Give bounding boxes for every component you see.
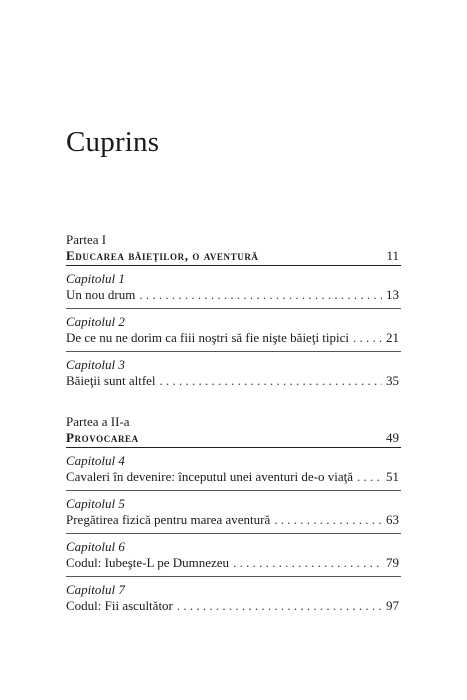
part-page-number: 11: [386, 248, 399, 263]
chapter-label: Capitolul 6: [66, 539, 125, 554]
chapter-title: Codul: Fii ascultător: [66, 598, 173, 613]
chapter-page-number: 13: [386, 287, 399, 302]
toc-entry-chapter-1[interactable]: [66, 266, 401, 309]
chapter-title: Un nou drum: [66, 287, 136, 302]
part-heading[interactable]: [66, 248, 401, 266]
chapter-title: Pregătirea fizică pentru marea aventură: [66, 512, 271, 527]
dot-leader: [177, 598, 382, 614]
toc-entry-chapter-6[interactable]: [66, 534, 401, 577]
part-page-number: 49: [386, 430, 399, 445]
toc-entry-chapter-7[interactable]: [66, 577, 401, 619]
chapter-page-number: 79: [386, 555, 399, 570]
part-title: Educarea băieţilor, o aventură: [66, 248, 259, 263]
dot-leader: [274, 512, 382, 528]
toc-entry-chapter-2[interactable]: [66, 309, 401, 352]
chapter-list: [66, 266, 401, 394]
chapter-list: [66, 448, 401, 619]
part-label: Partea I: [66, 232, 107, 247]
chapter-label: Capitolul 1: [66, 271, 125, 286]
part-title: Provocarea: [66, 430, 139, 445]
chapter-title: Codul: Iubeşte-L pe Dumnezeu: [66, 555, 230, 570]
toc-entry-chapter-5[interactable]: [66, 491, 401, 534]
chapter-label: Capitolul 2: [66, 314, 125, 329]
page-title: Cuprins: [66, 126, 160, 158]
chapter-page-number: 51: [386, 469, 399, 484]
dot-leader: [233, 555, 382, 571]
chapter-page-number: 97: [386, 598, 399, 613]
chapter-page-number: 35: [386, 373, 399, 388]
chapter-label: Capitolul 5: [66, 496, 125, 511]
chapter-page-number: 21: [386, 330, 399, 345]
toc-entry-chapter-3[interactable]: [66, 352, 401, 394]
toc-part-2: [66, 414, 401, 619]
dot-leader: [353, 330, 382, 346]
dot-leader: [139, 287, 382, 303]
chapter-page-number: 63: [386, 512, 399, 527]
chapter-label: Capitolul 7: [66, 582, 125, 597]
chapter-label: Capitolul 3: [66, 357, 125, 372]
toc-part-1: [66, 232, 401, 394]
chapter-title: Băieţii sunt altfel: [66, 373, 156, 388]
toc-entry-chapter-4[interactable]: [66, 448, 401, 491]
part-label: Partea a II-a: [66, 414, 130, 429]
part-heading[interactable]: [66, 430, 401, 448]
chapter-title: Cavaleri în devenire: începutul unei aventuri de-o viaţă: [66, 469, 353, 484]
dot-leader: [160, 373, 382, 389]
dot-leader: [357, 469, 382, 485]
chapter-label: Capitolul 4: [66, 453, 125, 468]
chapter-title: De ce nu ne dorim ca fiii noştri să fie nişte băieţi tipici: [66, 330, 350, 345]
